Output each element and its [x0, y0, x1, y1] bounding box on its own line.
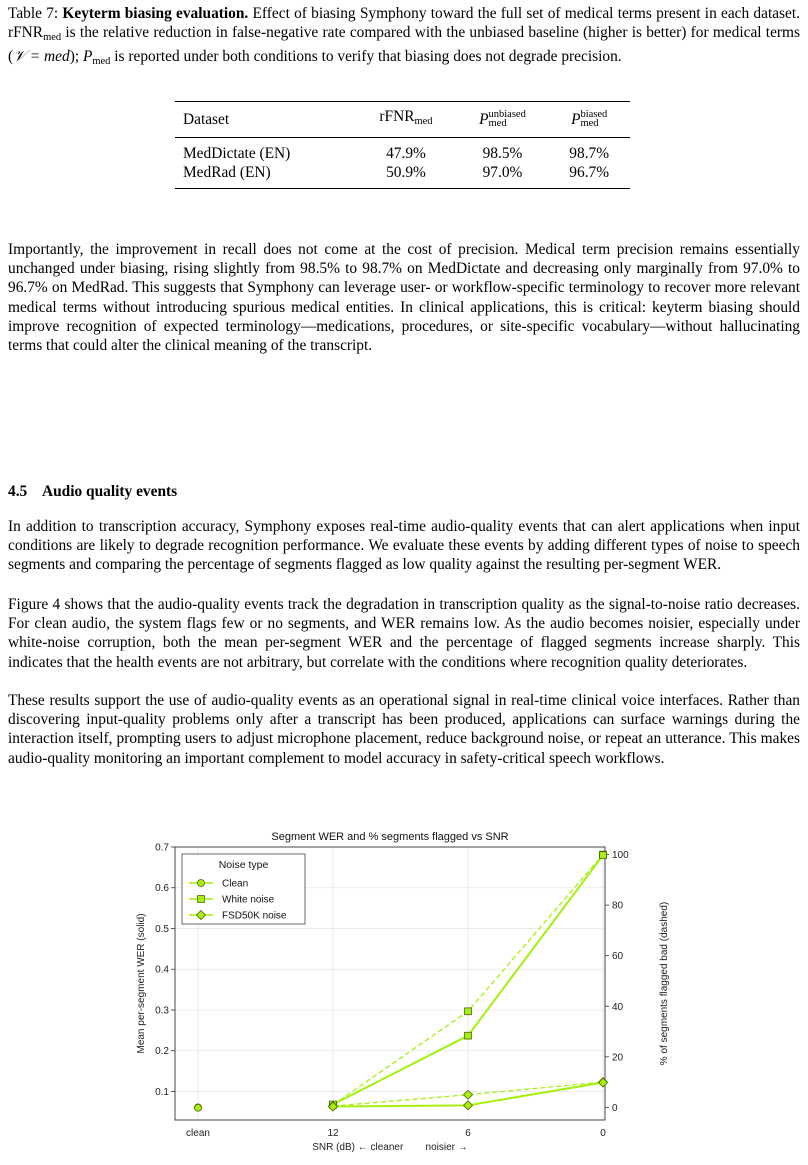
cell-p-biased: 96.7%: [548, 163, 630, 189]
y2-tick-label: 60: [612, 951, 624, 963]
table-header-row: [175, 102, 630, 138]
figure-4: [135, 828, 675, 1163]
section-number: 4.5: [8, 483, 28, 500]
point-wer-white-noise: [465, 1032, 472, 1039]
legend-entry: FSD50K noise: [222, 910, 287, 922]
y2-tick-label: 80: [612, 900, 624, 912]
y-tick-label: 0.2: [155, 1046, 169, 1058]
paragraph-precision: Importantly, the improvement in recall does not come at the cost of precision. Medical term precision remains essentially unchanged under biasing, rising slightly from 98.5% to 98.7% on MedDictate and decreasing only marginally from 97.0% to 96.7% on MedRad. This suggests that Symphony can leverage user- or workflow-specific terminology to recover more relevant medical terms without introducing spurious medical entities. In clinical applications, this is critical: keyterm biasing should improve recognition of expected terminology—medications, procedures, or site-specific vocabulary—without hallucinating terms that could alter the clinical meaning of the transcript.: [8, 241, 800, 355]
y2-tick-label: 40: [612, 1001, 624, 1013]
keyterm-biasing-table: [175, 101, 630, 189]
legend-title: Noise type: [218, 859, 269, 871]
legend-entry: White noise: [222, 894, 275, 906]
legend-marker: [198, 880, 205, 887]
paragraph-audio-events-intro: In addition to transcription accuracy, Symphony exposes real-time audio-quality events that can alert applications when input conditions are likely to degrade recognition performance. We evaluate these events by adding different types of noise to speech segments and comparing the percentage of segments flagged as low quality against the resulting per-segment WER.: [8, 518, 800, 574]
x-axis-label: SNR (dB) ← cleaner noisier →: [312, 1142, 468, 1153]
math-vocab: 𝒱 = med: [13, 48, 70, 66]
cell-dataset: MedDictate (EN): [175, 138, 355, 164]
paragraph-operational-signal: These results support the use of audio-quality events as an operational signal in real-time clinical voice interfaces. Rather than discovering input-quality problems only after a transcript has been produced, applications can surface warnings during the interaction itself, prompting users to adjust microphone placement, reduce background noise, or repeat an utterance. This makes audio-quality monitoring an important complement to model accuracy in safety-critical speech workflows.: [8, 692, 800, 767]
y-tick-label: 0.3: [155, 1005, 169, 1017]
math-rfnr: rFNR$_{med}$: [8, 24, 62, 44]
y-tick-label: 0.5: [155, 923, 169, 935]
header-rfnr: rFNR$_{med}$: [355, 102, 456, 138]
y-tick-label: 0.7: [155, 842, 169, 854]
table-row: [175, 138, 630, 164]
header-p-biased: P biased med: [548, 102, 630, 138]
snr-chart: [135, 828, 675, 1158]
cell-p-biased: 98.7%: [548, 138, 630, 164]
table-caption: Table 7: Keyterm biasing evaluation. Effect of biasing Symphony toward the full set of medical terms present in each dataset. rFNR$_{med}$ is the relative reduction in false-negative rate compared with the unbiased baseline (higher is better) for medical terms (𝒱 = med); $P_{med}$ is reported under both conditions to verify that biasing does not degrade precision.: [8, 5, 800, 68]
header-p-unbiased: P unbiased med: [457, 102, 549, 138]
section-title: Audio quality events: [42, 483, 178, 500]
y2-axis-label: % of segments flagged bad (dashed): [659, 901, 670, 1066]
legend-entry: Clean: [222, 878, 249, 890]
caption-bold-title: Keyterm biasing evaluation.: [62, 5, 249, 22]
y-axis-label: Mean per-segment WER (solid): [136, 913, 147, 1054]
point-wer-white-noise: [600, 852, 607, 859]
table-row: [175, 163, 630, 189]
legend-marker: [198, 896, 205, 903]
point-flagged-white-noise: [465, 1008, 472, 1015]
y-tick-label: 0.1: [155, 1086, 169, 1098]
y2-tick-label: 100: [612, 850, 629, 862]
point-wer-fsd50k-noise: [464, 1101, 473, 1110]
y2-tick-label: 0: [612, 1102, 618, 1114]
x-tick-label: clean: [186, 1128, 210, 1139]
cell-rfnr: 50.9%: [355, 163, 456, 189]
cell-rfnr: 47.9%: [355, 138, 456, 164]
y-tick-label: 0.6: [155, 883, 169, 895]
y-tick-label: 0.4: [155, 964, 169, 976]
cell-p-unbiased: 98.5%: [457, 138, 549, 164]
chart-title: Segment WER and % segments flagged vs SNR: [271, 831, 509, 843]
header-dataset: Dataset: [175, 102, 355, 138]
cell-dataset: MedRad (EN): [175, 163, 355, 189]
section-heading: [8, 483, 177, 501]
paragraph-figure-4-discussion: Figure 4 shows that the audio-quality events track the degradation in transcription quality as the signal-to-noise ratio decreases. For clean audio, the system flags few or no segments, and WER remains low. As the audio becomes noisier, especially under white-noise corruption, both the mean per-segment WER and the percentage of flagged segments increase sharply. This indicates that the health events are not arbitrary, but correlate with the conditions where recognition quality deteriorates.: [8, 596, 800, 671]
x-tick-label: 6: [465, 1128, 471, 1139]
y2-tick-label: 20: [612, 1052, 624, 1064]
caption-label: Table 7:: [8, 5, 59, 22]
cell-p-unbiased: 97.0%: [457, 163, 549, 189]
x-tick-label: 12: [327, 1128, 339, 1139]
point-wer-fsd50k-noise: [599, 1078, 608, 1087]
x-tick-label: 0: [600, 1128, 606, 1139]
math-p-med: $P_{med}$: [82, 48, 111, 68]
point-wer-clean: [195, 1104, 202, 1111]
